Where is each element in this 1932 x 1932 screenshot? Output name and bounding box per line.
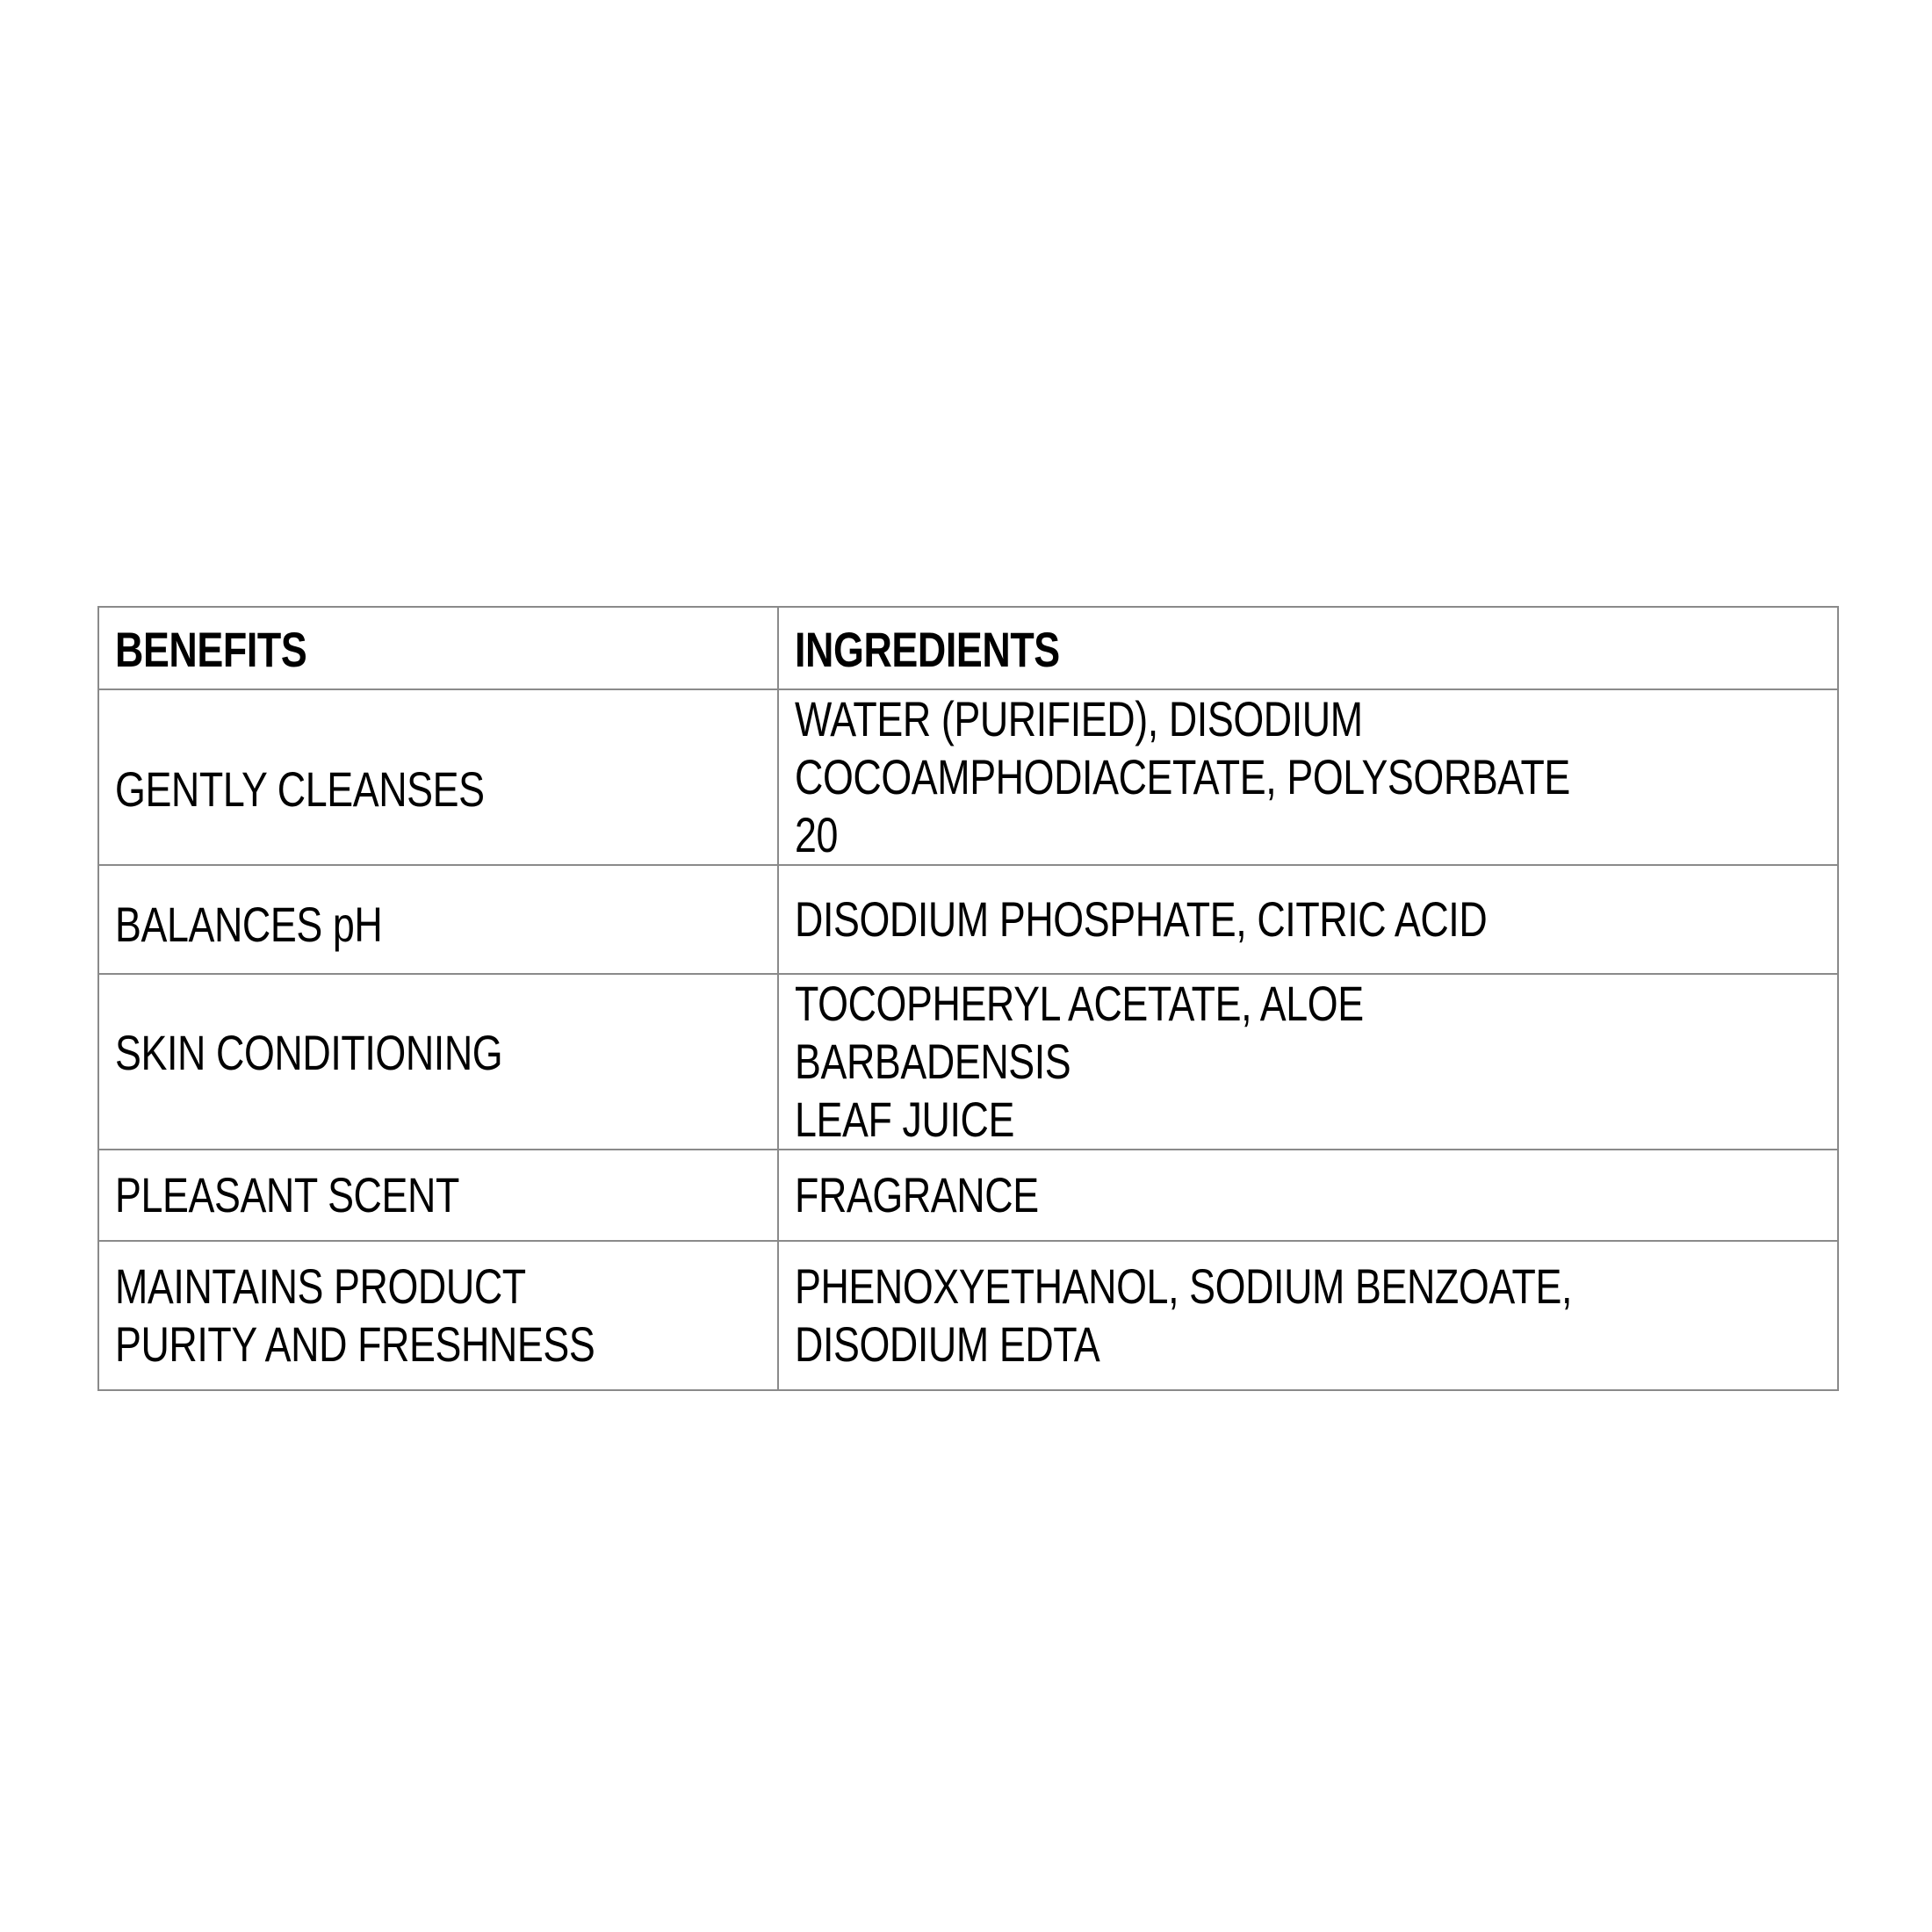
benefits-header-label: BENEFITS	[115, 622, 307, 677]
benefit-text: PLEASANT SCENT	[115, 1167, 459, 1222]
benefit-cell	[98, 689, 778, 865]
benefit-text: MAINTAINS PRODUCT PURITY AND FRESHNESS	[115, 1258, 595, 1372]
ingredient-cell	[778, 974, 1838, 1150]
ingredient-text: PHENOXYETHANOL, SODIUM BENZOATE, DISODIUM EDTA	[795, 1258, 1572, 1372]
ingredients-header-label: INGREDIENTS	[795, 622, 1060, 677]
table-row	[98, 689, 1838, 865]
table-row	[98, 865, 1838, 974]
ingredient-cell	[778, 689, 1838, 865]
table-row	[98, 1241, 1838, 1390]
benefit-text: GENTLY CLEANSES	[115, 761, 485, 817]
table-header-row	[98, 607, 1838, 689]
table-row	[98, 1150, 1838, 1241]
ingredient-text: DISODIUM PHOSPHATE, CITRIC ACID	[795, 891, 1488, 947]
ingredient-cell	[778, 1150, 1838, 1241]
benefits-ingredients-table	[97, 606, 1839, 1391]
table-row	[98, 974, 1838, 1150]
benefit-cell	[98, 865, 778, 974]
ingredients-column-header	[778, 607, 1838, 689]
benefit-cell	[98, 974, 778, 1150]
ingredient-cell	[778, 865, 1838, 974]
benefit-text: BALANCES pH	[115, 897, 383, 952]
ingredient-text: WATER (PURIFIED), DISODIUM COCOAMPHODIACETATE, POLYSORBATE 20	[795, 691, 1570, 862]
benefit-cell	[98, 1241, 778, 1390]
benefits-column-header	[98, 607, 778, 689]
ingredient-text: FRAGRANCE	[795, 1167, 1039, 1222]
benefit-text: SKIN CONDITIONING	[115, 1025, 503, 1080]
benefit-cell	[98, 1150, 778, 1241]
ingredient-cell	[778, 1241, 1838, 1390]
ingredient-text: TOCOPHERYL ACETATE, ALOE BARBADENSIS LEAF JUICE	[795, 976, 1364, 1147]
